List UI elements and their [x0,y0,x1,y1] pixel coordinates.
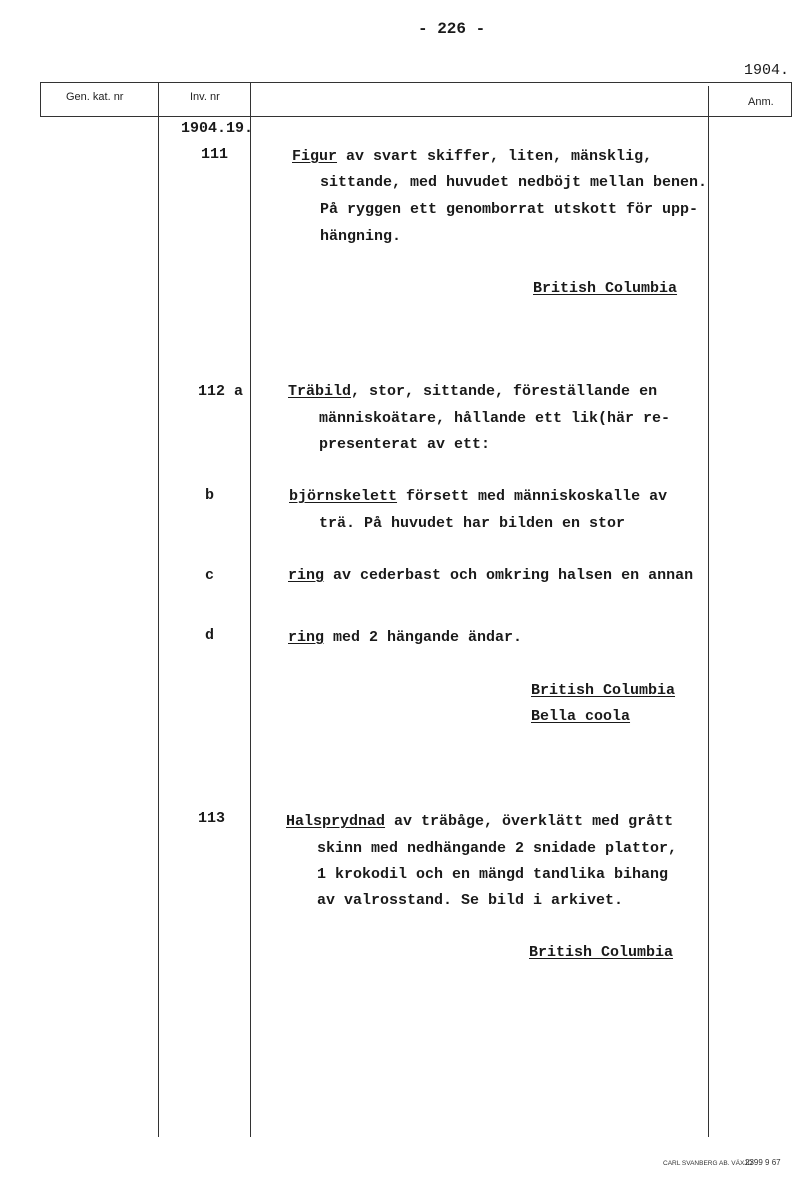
page-number: - 226 - [418,20,486,38]
entry-112d-term: ring [288,629,325,646]
entry-112c-line1: ring av cederbast och omkring halsen en annan [288,567,694,584]
entry-112d-origin-region: British Columbia [531,682,676,699]
entry-112a-line3: presenterat av ett: [319,436,491,453]
inv-number-111: 111 [201,146,229,163]
inv-number-112b: b [205,487,215,504]
entry-112a-line1: Träbild, stor, sittande, föreställande en [288,383,658,400]
header-inv-nr: Inv. nr [190,91,220,103]
table-left-border [40,82,41,117]
entry-112b-line1: björnskelett försett med människoskalle av [289,488,668,505]
inv-number-112c: c [205,567,215,584]
entry-112d-origin-people: Bella coola [531,708,631,725]
table-right-border [791,82,792,117]
entry-112b-line2: trä. På huvudet har bilden en stor [319,515,626,532]
entry-111-line2: sittande, med huvudet nedböjt mellan benen. [320,174,708,191]
footer-form-code: 2399 9 67 [745,1158,781,1167]
col-divider-inv-text [250,82,251,1137]
header-anm: Anm. [748,96,774,108]
inv-number-113: 113 [198,810,226,827]
entry-113-line2: skinn med nedhängande 2 snidade plattor, [317,840,678,857]
year-label: 1904. [744,62,790,79]
entry-111-line1: Figur av svart skiffer, liten, mänsklig, [292,148,653,165]
inv-number-112d: d [205,627,215,644]
footer-printer: CARL SVANBERG AB. VÄXJÖ [663,1160,753,1167]
entry-112c-term: ring [288,567,325,584]
table-top-rule [40,82,792,83]
entry-111-origin: British Columbia [533,280,678,297]
entry-113-origin: British Columbia [529,944,674,961]
entry-113-term: Halsprydnad [286,813,386,830]
entry-113-line4: av valrosstand. Se bild i arkivet. [317,892,624,909]
entry-111-term: Figur [292,148,338,165]
entry-112a-line2: människoätare, hållande ett lik(här re- [319,410,671,427]
entry-111-line4: hängning. [320,228,402,245]
entry-113-line3: 1 krokodil och en mängd tandlika bihang [317,866,669,883]
inv-number-112a: 112 a [198,383,244,400]
header-gen-kat-nr: Gen. kat. nr [66,91,124,103]
col-divider-gen-inv [158,82,159,1137]
entry-112a-term: Träbild [288,383,352,400]
entry-113-line1: Halsprydnad av träbåge, överklätt med grått [286,813,674,830]
entry-112d-line1: ring med 2 hängande ändar. [288,629,523,646]
entry-112b-term: björnskelett [289,488,398,505]
series-number: 1904.19. [181,120,254,137]
table-header-rule [40,116,792,117]
entry-111-line3: På ryggen ett genomborrat utskott för upp- [320,201,699,218]
col-divider-text-anm [708,86,709,1137]
